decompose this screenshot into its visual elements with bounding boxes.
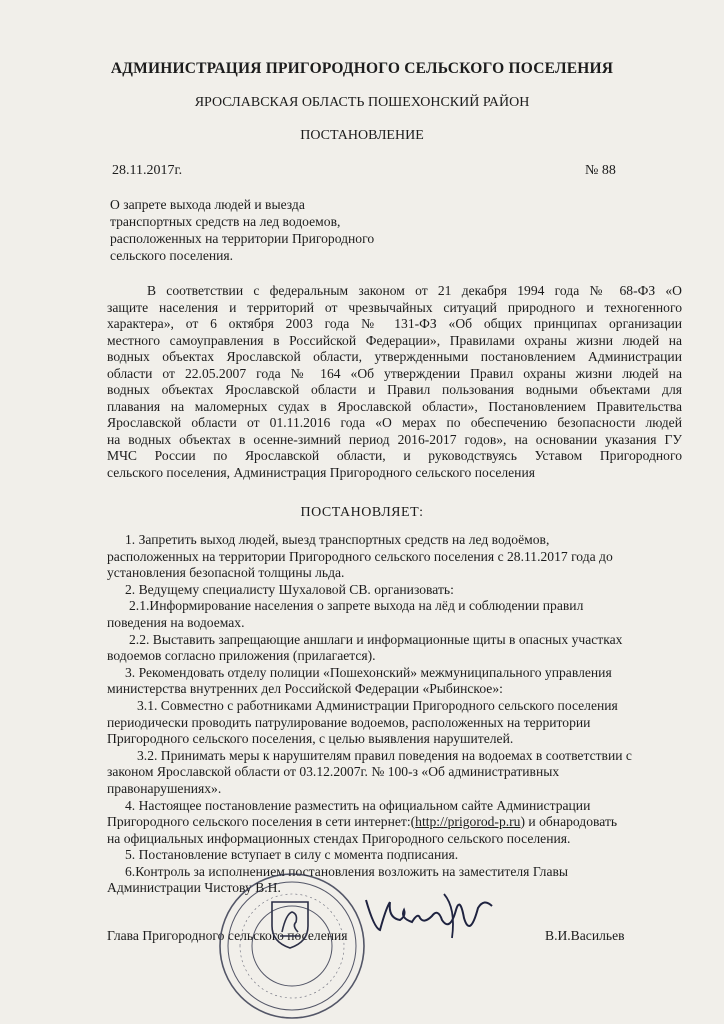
coat-of-arms-icon	[262, 896, 318, 952]
clause-line: министерства внутренних дел Российской Федерации «Рыбинское»:	[107, 681, 503, 697]
clause-line: 4. Настоящее постановление разместить на официальном сайте Администрации	[125, 797, 591, 813]
clause-line: 6.Контроль за исполнением постановления возложить на заместителя Главы	[125, 863, 569, 879]
preamble-line: защите населения и территорий от чрезвычайных ситуаций природного и техногенного	[107, 299, 682, 315]
handwritten-signature-icon	[360, 888, 500, 948]
clause-line: расположенных на территории Пригородного сельского поселения с 28.11.2017 года до	[107, 548, 613, 564]
preamble-line: водных объектах Ярославской области и Правил пользования водными объектами для	[107, 382, 682, 397]
clause-line	[107, 814, 687, 831]
clause-line: 2. Ведущему специалисту Шухаловой СВ. организовать:	[125, 581, 454, 597]
preamble-line: сельского поселения, Администрация Пригородного сельского поселения	[107, 464, 535, 480]
clause-line: правонарушениях».	[107, 780, 222, 796]
document-date: 28.11.2017г.	[112, 163, 183, 178]
signatory-position: Глава Пригородного сельского поселения	[107, 928, 348, 943]
clause-line: 2.2. Выставить запрещающие аншлаги и информационные щиты в опасных участках	[129, 631, 623, 647]
clause-line: Администрации Чистову В.Н.	[107, 880, 281, 896]
clause-line: периодически проводить патрулирование водоемов, расположенных на территории	[107, 714, 591, 730]
clause-line: 5. Постановление вступает в силу с момента подписания.	[125, 847, 459, 863]
preamble-line: МЧС России по Ярославской области, и руководствуясь Уставом Пригородного	[107, 448, 682, 463]
subject-line: сельского поселения.	[110, 248, 234, 263]
decree-heading: ПОСТАНОВЛЯЕТ:	[300, 505, 424, 520]
clause-text: Пригородного сельского поселения в сети интернет:(	[107, 814, 416, 830]
clause-text: ) и обнародовать	[520, 814, 618, 830]
preamble-line: В соответствии с федеральным законом от 21 декабря 1994 года № 68-ФЗ «О	[147, 283, 682, 298]
clause-line: 3.2. Принимать меры к нарушителям правил поведения на водоемах в соответствии с	[137, 747, 632, 763]
clause-line: установления безопасной толщины льда.	[107, 565, 345, 581]
clause-line: 1. Запретить выход людей, выезд транспортных средств на лед водоёмов,	[125, 532, 550, 547]
clause-line: 3. Рекомендовать отделу полиции «Пошехонский» межмуниципального управления	[125, 664, 612, 680]
document-number: № 88	[585, 163, 616, 178]
website-link[interactable]: http://prigorod-p.ru	[415, 814, 521, 830]
clause-line: 2.1.Информирование населения о запрете выхода на лёд и соблюдении правил	[129, 598, 584, 614]
clause-line: 3.1. Совместно с работниками Администрации Пригородного сельского поселения	[137, 697, 618, 713]
preamble-line: плавания на маломерных судах в Ярославской области», Постановлением Правительства	[107, 398, 682, 414]
subject-line: О запрете выхода людей и выезда	[110, 197, 305, 212]
preamble-line: области от 22.05.2007 года № 164 «Об утверждении Правил охраны жизни людей на	[107, 365, 682, 381]
preamble-line: Ярославской области от 01.11.2016 года «О мерах по обеспечению безопасности людей	[107, 415, 682, 430]
subject-block	[110, 196, 374, 264]
document-type: ПОСТАНОВЛЕНИЕ	[300, 128, 424, 143]
preamble	[107, 283, 682, 481]
subject-line: транспортных средств на лед водоемов,	[110, 214, 341, 229]
clause-line: поведения на водоемах.	[107, 614, 245, 630]
subject-line: расположенных на территории Пригородного	[110, 231, 375, 246]
administration-title: АДМИНИСТРАЦИЯ ПРИГОРОДНОГО СЕЛЬСКОГО ПОСЕЛЕНИЯ	[110, 60, 614, 77]
preamble-line: водных объектах Ярославской области, утвержденными постановлением Администрации	[107, 349, 682, 364]
signatory-name: В.И.Васильев	[545, 928, 625, 943]
clause-line: Пригородного сельского поселения, с целью выявления нарушителей.	[107, 731, 514, 747]
clause-line: на официальных информационных стендах Пригородного сельского поселения.	[107, 830, 571, 846]
clause-line: законом Ярославской области от 03.12.2007г. № 100-з «Об административных	[107, 764, 560, 780]
clause-line: водоемов согласно приложения (прилагается).	[107, 648, 376, 664]
preamble-line: местного самоуправления в Российской Федерации», Правилами охраны жизни людей на	[107, 332, 682, 348]
preamble-line: на водных объектах в осенне-зимний период 2016-2017 годов», на основании указания ГУ	[107, 431, 682, 447]
region-line: ЯРОСЛАВСКАЯ ОБЛАСТЬ ПОШЕХОНСКИЙ РАЙОН	[194, 95, 530, 110]
clauses	[107, 532, 687, 897]
preamble-line: характера», от 6 октября 2003 года № 131-ФЗ «Об общих принципах организации	[107, 316, 682, 331]
